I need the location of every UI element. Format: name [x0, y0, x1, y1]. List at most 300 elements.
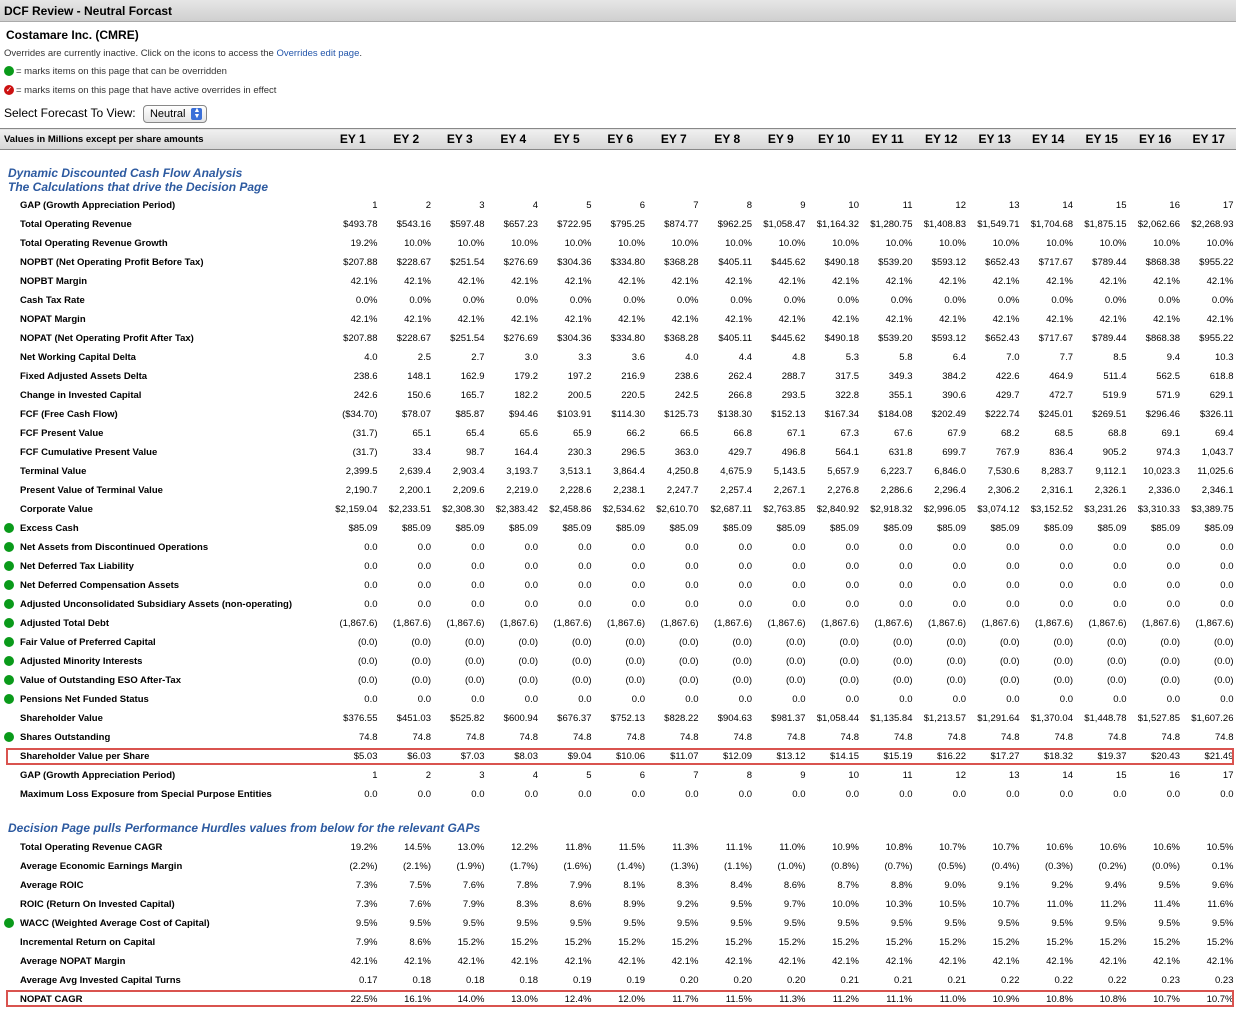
- value-cell: $2,687.11: [710, 504, 752, 515]
- override-dot-icon[interactable]: [4, 542, 14, 552]
- value-cell: 242.6: [353, 390, 378, 401]
- value-cell: 8: [746, 770, 752, 781]
- value-cell: 9,112.1: [1095, 466, 1127, 477]
- override-dot-icon[interactable]: [4, 561, 14, 571]
- value-cell: $795.25: [610, 219, 645, 230]
- value-cell: 9.5%: [730, 918, 752, 929]
- icon-cell: [0, 857, 20, 876]
- value-cell: 0.0: [471, 599, 485, 610]
- value-cell: $304.36: [557, 333, 592, 344]
- value-cell: (0.0): [785, 637, 806, 648]
- value-cell: 15.2%: [992, 937, 1020, 948]
- value-cell: 15.2%: [1153, 937, 1180, 948]
- value-cell: $2,840.92: [816, 504, 859, 515]
- table-row: [0, 424, 1236, 443]
- value-cell: 42.1%: [671, 276, 699, 287]
- table-row: [0, 838, 1236, 857]
- override-dot-icon[interactable]: [4, 675, 14, 685]
- override-icon-cell[interactable]: [0, 728, 20, 747]
- value-cell: 15.2%: [885, 937, 913, 948]
- value-cell: 0.0: [899, 694, 913, 705]
- value-cell: 11,025.6: [1197, 466, 1234, 477]
- row-label: NOPAT (Net Operating Profit After Tax): [20, 333, 194, 344]
- value-cell: 164.4: [514, 447, 538, 458]
- table-row: [0, 785, 1236, 804]
- value-cell: (0.3%): [1045, 861, 1073, 872]
- value-cell: (1,867.6): [446, 618, 485, 629]
- value-cell: (1.0%): [777, 861, 806, 872]
- row-label: FCF Present Value: [20, 428, 104, 439]
- row-label: Adjusted Minority Interests: [20, 656, 143, 667]
- overrides-note: [4, 48, 362, 59]
- value-cell: 9: [800, 770, 806, 781]
- value-cell: $85.09: [401, 523, 431, 534]
- value-cell: (0.2%): [1098, 861, 1127, 872]
- value-cell: 10.0%: [885, 238, 913, 249]
- value-cell: $1,448.78: [1084, 713, 1127, 724]
- section2-title: Decision Page pulls Performance Hurdles values from below for the relevant GAPs: [8, 821, 481, 835]
- value-cell: 836.4: [1049, 447, 1073, 458]
- icon-cell: [0, 329, 20, 348]
- value-cell: 0.0: [471, 789, 485, 800]
- value-cell: $15.19: [883, 751, 913, 762]
- value-cell: (0.5%): [938, 861, 966, 872]
- value-cell: 7,530.6: [987, 466, 1020, 477]
- value-cell: (0.4%): [991, 861, 1020, 872]
- override-dot-icon[interactable]: [4, 656, 14, 666]
- value-cell: 74.8: [947, 732, 966, 743]
- value-cell: 0.18: [466, 975, 485, 986]
- value-cell: 15: [1115, 770, 1127, 781]
- value-cell: 16: [1169, 200, 1180, 211]
- value-cell: 10.7%: [1153, 994, 1180, 1005]
- value-cell: (1,867.6): [553, 618, 592, 629]
- value-cell: $652.43: [985, 257, 1020, 268]
- year-header: EY 9: [754, 129, 808, 150]
- override-dot-icon[interactable]: [4, 618, 14, 628]
- value-cell: (0.0): [1053, 656, 1073, 667]
- value-cell: 0.0: [738, 789, 752, 800]
- value-cell: 562.5: [1156, 371, 1180, 382]
- value-cell: 42.1%: [1153, 314, 1180, 325]
- value-cell: 0.0%: [837, 295, 859, 306]
- table-row: [0, 952, 1236, 971]
- value-cell: (0.0): [678, 675, 699, 686]
- value-cell: 0.0: [952, 542, 966, 553]
- value-cell: 355.1: [888, 390, 913, 401]
- override-icon-cell[interactable]: [0, 538, 20, 557]
- value-cell: $276.69: [503, 333, 538, 344]
- override-icon-cell[interactable]: [0, 690, 20, 709]
- value-cell: 2,200.1: [399, 485, 431, 496]
- value-cell: 42.1%: [404, 276, 431, 287]
- value-cell: 98.7: [466, 447, 485, 458]
- value-cell: 0.0: [471, 694, 485, 705]
- value-cell: 7.8%: [516, 880, 538, 891]
- value-cell: 42.1%: [350, 314, 378, 325]
- value-cell: 12.0%: [618, 994, 645, 1005]
- value-cell: 8.4%: [730, 880, 752, 891]
- value-cell: 0.0: [1166, 580, 1180, 591]
- icon-cell: [0, 215, 20, 234]
- value-cell: $1,607.26: [1191, 713, 1234, 724]
- value-cell: $1,408.83: [923, 219, 966, 230]
- value-cell: (1,867.6): [1141, 618, 1180, 629]
- override-dot-icon[interactable]: [4, 523, 14, 533]
- hurdles-table: [0, 838, 1236, 1009]
- value-cell: 14.5%: [404, 842, 431, 853]
- override-dot-icon[interactable]: [4, 599, 14, 609]
- value-cell: (0.0): [999, 637, 1020, 648]
- table-row: [0, 253, 1236, 272]
- value-cell: (0.0): [518, 656, 538, 667]
- value-cell: 564.1: [835, 447, 859, 458]
- value-cell: 67.6: [894, 428, 913, 439]
- value-cell: (1.3%): [670, 861, 699, 872]
- value-cell: $21.49: [1204, 751, 1234, 762]
- row-label: Net Working Capital Delta: [20, 352, 136, 363]
- value-cell: $85.09: [455, 523, 485, 534]
- section1-title-line1: Dynamic Discounted Cash Flow Analysis: [8, 166, 243, 180]
- value-cell: $14.15: [829, 751, 859, 762]
- value-cell: 0.0: [471, 580, 485, 591]
- value-cell: (1.6%): [563, 861, 592, 872]
- value-cell: 0.17: [359, 975, 378, 986]
- table-row: [0, 766, 1236, 785]
- value-cell: $16.22: [936, 751, 966, 762]
- value-cell: 42.1%: [404, 956, 431, 967]
- override-icon-cell[interactable]: [0, 652, 20, 671]
- value-cell: (0.0): [1213, 675, 1234, 686]
- value-cell: $202.49: [931, 409, 966, 420]
- value-cell: 15.2%: [1099, 937, 1127, 948]
- row-label: NOPBT (Net Operating Profit Before Tax): [20, 257, 204, 268]
- value-cell: 0.0: [685, 694, 699, 705]
- value-cell: 10.5%: [939, 899, 966, 910]
- value-cell: 42.1%: [1153, 956, 1180, 967]
- value-cell: 12: [955, 200, 966, 211]
- row-label: Maximum Loss Exposure from Special Purpose Entities: [20, 789, 272, 800]
- value-cell: 74.8: [1001, 732, 1020, 743]
- value-cell: 1: [372, 200, 378, 211]
- value-cell: $2,062.66: [1137, 219, 1180, 230]
- icon-cell: [0, 952, 20, 971]
- override-icon-cell[interactable]: [0, 914, 20, 933]
- value-cell: 296.5: [621, 447, 645, 458]
- value-cell: $251.54: [450, 333, 485, 344]
- value-cell: $2,610.70: [656, 504, 699, 515]
- overrides-edit-link[interactable]: Overrides edit page: [276, 48, 360, 59]
- value-cell: ($34.70): [342, 409, 378, 420]
- value-cell: 10.6%: [1046, 842, 1073, 853]
- value-cell: (1,867.6): [927, 618, 966, 629]
- value-cell: 15.2%: [778, 937, 806, 948]
- value-cell: 0.0%: [997, 295, 1020, 306]
- value-cell: $184.08: [878, 409, 913, 420]
- value-cell: $717.67: [1038, 257, 1073, 268]
- value-cell: 390.6: [942, 390, 966, 401]
- override-dot-icon[interactable]: [4, 694, 14, 704]
- icon-cell: [0, 291, 20, 310]
- value-cell: 0.0: [685, 542, 699, 553]
- override-dot-icon[interactable]: [4, 580, 14, 590]
- value-cell: 15.2%: [939, 937, 966, 948]
- value-cell: 9.5%: [783, 918, 806, 929]
- value-cell: $207.88: [343, 333, 378, 344]
- value-cell: 631.8: [888, 447, 913, 458]
- stepper-arrows-icon: ▲ ▼: [191, 108, 202, 120]
- table-row: [0, 728, 1236, 747]
- value-cell: 2,903.4: [452, 466, 485, 477]
- value-cell: $207.88: [343, 257, 378, 268]
- value-cell: $2,458.86: [549, 504, 592, 515]
- value-cell: $85.09: [1204, 523, 1234, 534]
- value-cell: $445.62: [771, 257, 806, 268]
- value-cell: 0.0%: [355, 295, 378, 306]
- override-icon-cell[interactable]: [0, 576, 20, 595]
- value-cell: $904.63: [717, 713, 752, 724]
- value-cell: 10.5%: [1206, 842, 1234, 853]
- value-cell: 0.0: [578, 580, 592, 591]
- value-cell: 11.4%: [1153, 899, 1180, 910]
- value-cell: 19.2%: [350, 238, 378, 249]
- override-icon-cell[interactable]: [0, 633, 20, 652]
- value-cell: 905.2: [1102, 447, 1127, 458]
- value-cell: 9.5%: [730, 899, 752, 910]
- value-cell: $276.69: [503, 257, 538, 268]
- value-cell: $13.12: [776, 751, 806, 762]
- icon-cell: [0, 933, 20, 952]
- value-cell: 0.0: [524, 542, 538, 553]
- value-cell: 0.0: [1059, 542, 1073, 553]
- override-icon-cell[interactable]: [0, 595, 20, 614]
- value-cell: 33.4: [412, 447, 431, 458]
- value-cell: 3,193.7: [506, 466, 538, 477]
- value-cell: 11.1%: [725, 842, 752, 853]
- override-dot-icon[interactable]: [4, 732, 14, 742]
- value-cell: $334.80: [610, 257, 645, 268]
- icon-cell: [0, 253, 20, 272]
- row-label: Net Deferred Tax Liability: [20, 561, 134, 572]
- value-cell: (0.0): [1053, 675, 1073, 686]
- value-cell: 9.5%: [1158, 918, 1180, 929]
- value-cell: 10.0%: [1046, 238, 1073, 249]
- value-cell: 74.8: [840, 732, 859, 743]
- value-cell: 65.9: [573, 428, 592, 439]
- value-cell: 179.2: [514, 371, 538, 382]
- value-cell: 11.2%: [1100, 899, 1127, 910]
- table-row: [0, 576, 1236, 595]
- value-cell: (0.0): [1160, 637, 1180, 648]
- value-cell: $2,996.05: [923, 504, 966, 515]
- value-cell: 0.0%: [1158, 295, 1180, 306]
- value-cell: (0.0): [839, 675, 859, 686]
- row-label: Shares Outstanding: [20, 732, 111, 743]
- value-cell: $8.03: [514, 751, 538, 762]
- value-cell: $451.03: [396, 713, 431, 724]
- value-cell: $1,135.84: [870, 713, 913, 724]
- value-cell: 9.5%: [1211, 918, 1234, 929]
- value-cell: 10.0%: [618, 238, 645, 249]
- override-icon-cell[interactable]: [0, 671, 20, 690]
- value-cell: 4.4: [738, 352, 752, 363]
- value-cell: 2,399.5: [345, 466, 378, 477]
- value-cell: $103.91: [557, 409, 592, 420]
- value-cell: 4,250.8: [666, 466, 699, 477]
- value-cell: 0.0%: [944, 295, 966, 306]
- value-cell: $2,268.93: [1191, 219, 1234, 230]
- icon-cell: [0, 895, 20, 914]
- value-cell: 66.5: [680, 428, 699, 439]
- value-cell: $2,308.30: [442, 504, 485, 515]
- value-cell: 288.7: [781, 371, 806, 382]
- table-row: [0, 367, 1236, 386]
- value-cell: 8,283.7: [1041, 466, 1073, 477]
- value-cell: 9.2%: [676, 899, 699, 910]
- value-cell: 9.5%: [997, 918, 1020, 929]
- value-cell: 0.20: [680, 975, 699, 986]
- value-cell: $152.13: [771, 409, 806, 420]
- forecast-selector-row: [4, 105, 207, 123]
- value-cell: 74.8: [412, 732, 431, 743]
- value-cell: $981.37: [771, 713, 806, 724]
- value-cell: 13.0%: [457, 842, 485, 853]
- value-cell: 0.0: [471, 561, 485, 572]
- value-cell: (0.0): [357, 637, 378, 648]
- forecast-select[interactable]: [143, 105, 207, 123]
- value-cell: (0.0): [892, 637, 913, 648]
- value-cell: 429.7: [728, 447, 752, 458]
- value-cell: 10.8%: [1099, 994, 1127, 1005]
- value-cell: 571.9: [1156, 390, 1180, 401]
- table-row: [0, 196, 1236, 215]
- year-header: EY 1: [326, 129, 380, 150]
- value-cell: 42.1%: [1099, 276, 1127, 287]
- value-cell: 0.0%: [409, 295, 431, 306]
- value-cell: 74.8: [359, 732, 378, 743]
- value-cell: 0.0: [1113, 580, 1127, 591]
- value-cell: 42.1%: [671, 956, 699, 967]
- value-cell: 11.2%: [832, 994, 859, 1005]
- legend-overridable-text: = marks items on this page that can be overridden: [16, 66, 227, 77]
- value-cell: 19.2%: [350, 842, 378, 853]
- value-cell: 293.5: [781, 390, 806, 401]
- value-cell: (1,867.6): [874, 618, 913, 629]
- value-cell: 11.1%: [886, 994, 913, 1005]
- value-cell: 9.7%: [783, 899, 806, 910]
- value-cell: 0.0: [738, 694, 752, 705]
- value-cell: 7.9%: [569, 880, 592, 891]
- value-cell: (0.0): [411, 637, 431, 648]
- value-cell: $543.16: [396, 219, 431, 230]
- value-cell: 15: [1115, 200, 1127, 211]
- icon-cell: [0, 424, 20, 443]
- override-icon-cell[interactable]: [0, 614, 20, 633]
- value-cell: (0.0): [785, 656, 806, 667]
- value-cell: $334.80: [610, 333, 645, 344]
- value-cell: 0.0: [738, 542, 752, 553]
- table-row: [0, 443, 1236, 462]
- value-cell: (1,867.6): [499, 618, 538, 629]
- value-cell: 10.0%: [992, 238, 1020, 249]
- value-cell: 10.0%: [564, 238, 592, 249]
- value-cell: $789.44: [1092, 333, 1127, 344]
- value-cell: $326.11: [1199, 409, 1234, 420]
- value-cell: 0.0: [899, 580, 913, 591]
- value-cell: 6: [639, 770, 645, 781]
- value-cell: 0.0: [792, 580, 806, 591]
- table-row: [0, 500, 1236, 519]
- value-cell: 10.0%: [725, 238, 752, 249]
- value-cell: $445.62: [771, 333, 806, 344]
- value-cell: $789.44: [1092, 257, 1127, 268]
- table-row: [0, 914, 1236, 933]
- value-cell: 11: [902, 200, 913, 211]
- value-cell: $1,704.68: [1030, 219, 1073, 230]
- value-cell: 11.0%: [779, 842, 806, 853]
- table-row: [0, 933, 1236, 952]
- value-cell: 69.4: [1215, 428, 1234, 439]
- value-cell: 16: [1169, 770, 1180, 781]
- value-cell: 11.7%: [672, 994, 699, 1005]
- value-cell: 2,286.6: [880, 485, 913, 496]
- override-icon-cell[interactable]: [0, 557, 20, 576]
- value-cell: 511.4: [1103, 371, 1127, 382]
- value-cell: 67.9: [947, 428, 966, 439]
- value-cell: 0.0: [364, 694, 378, 705]
- override-dot-icon[interactable]: [4, 918, 14, 928]
- table-row: [0, 272, 1236, 291]
- value-cell: 0.0: [1113, 789, 1127, 800]
- value-cell: 42.1%: [671, 314, 699, 325]
- value-cell: 0.0: [1059, 561, 1073, 572]
- value-cell: 2,257.4: [720, 485, 752, 496]
- value-cell: $18.32: [1043, 751, 1073, 762]
- value-cell: 216.9: [621, 371, 645, 382]
- value-cell: (1,867.6): [713, 618, 752, 629]
- value-cell: $490.18: [824, 333, 859, 344]
- value-cell: 42.1%: [511, 314, 538, 325]
- table-row: [0, 291, 1236, 310]
- value-cell: 0.0: [738, 599, 752, 610]
- value-cell: 10.9%: [992, 994, 1020, 1005]
- value-cell: 4: [532, 200, 538, 211]
- value-cell: (1,867.6): [1034, 618, 1073, 629]
- value-cell: 0.0%: [516, 295, 538, 306]
- value-cell: (0.0): [1213, 637, 1234, 648]
- value-cell: 11.6%: [1207, 899, 1234, 910]
- row-label: Average Avg Invested Capital Turns: [20, 975, 181, 986]
- override-icon-cell[interactable]: [0, 519, 20, 538]
- value-cell: 0.0: [1059, 789, 1073, 800]
- value-cell: 2: [425, 770, 431, 781]
- value-cell: $2,763.85: [763, 504, 806, 515]
- icon-cell: [0, 348, 20, 367]
- override-dot-icon[interactable]: [4, 637, 14, 647]
- row-label: Net Deferred Compensation Assets: [20, 580, 180, 591]
- value-cell: 11.3%: [672, 842, 699, 853]
- value-cell: 67.3: [840, 428, 859, 439]
- value-cell: 11.5%: [618, 842, 645, 853]
- red-check-icon: ✓: [5, 85, 13, 95]
- value-cell: 0.0: [738, 561, 752, 572]
- value-cell: $955.22: [1199, 257, 1234, 268]
- value-cell: (0.0): [411, 675, 431, 686]
- value-cell: (0.0): [946, 675, 966, 686]
- value-cell: 5,143.5: [773, 466, 806, 477]
- value-cell: 0.0: [1166, 542, 1180, 553]
- value-cell: 0.0%: [569, 295, 592, 306]
